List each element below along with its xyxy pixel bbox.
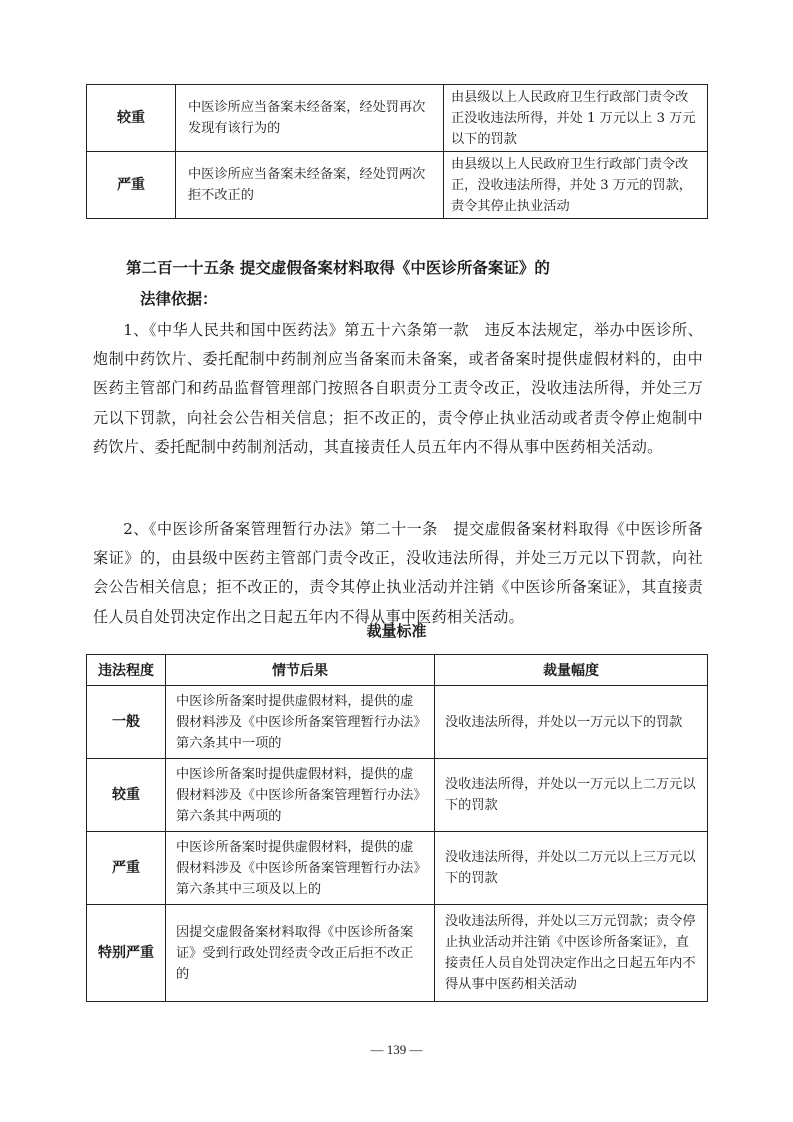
discretion-cell: 没收违法所得，并处以一万元以上二万元以下的罚款: [435, 759, 708, 832]
circumstance-cell: 因提交虚假备案材料取得《中医诊所备案证》受到行政处罚经责令改正后拒不改正的: [166, 905, 435, 1002]
violation-level: 特别严重: [87, 905, 166, 1002]
page-number: — 139 —: [370, 1042, 423, 1057]
table-row: [87, 759, 708, 832]
violation-level: 较重: [87, 759, 166, 832]
table-row: [87, 905, 708, 1002]
circumstance-cell: 中医诊所备案时提供虚假材料，提供的虚假材料涉及《中医诊所备案管理暂行办法》第六条其中两项的: [166, 759, 435, 832]
circumstance-cell: 中医诊所应当备案未经备案，经处罚再次发现有该行为的: [176, 85, 444, 152]
table-row: [87, 85, 708, 152]
violation-level: 较重: [87, 85, 176, 152]
circumstance-cell: 中医诊所备案时提供虚假材料，提供的虚假材料涉及《中医诊所备案管理暂行办法》第六条其中一项的: [166, 686, 435, 759]
circumstance-cell: 中医诊所备案时提供虚假材料，提供的虚假材料涉及《中医诊所备案管理暂行办法》第六条其中三项及以上的: [166, 832, 435, 905]
article-title: 第二百一十五条 提交虚假备案材料取得《中医诊所备案证》的: [126, 259, 550, 277]
discretion-cell: 没收违法所得，并处以三万元罚款；责令停止执业活动并注销《中医诊所备案证》，直接责任人员自处罚决定作出之日起五年内不得从事中医药相关活动: [435, 905, 708, 1002]
table-row: [87, 686, 708, 759]
violation-level: 一般: [87, 686, 166, 759]
standard-title: 裁量标准: [366, 622, 427, 640]
table-row: [87, 832, 708, 905]
discretion-cell: 由县级以上人民政府卫生行政部门责令改正，没收违法所得，并处 3 万元的罚款，责令其停止执业活动: [444, 152, 708, 219]
violation-level: 严重: [87, 152, 176, 219]
legal-basis-label: 法律依据：: [140, 290, 218, 308]
circumstance-cell: 中医诊所应当备案未经备案，经处罚两次拒不改正的: [176, 152, 444, 219]
table-row: [87, 152, 708, 219]
discretion-cell: 没收违法所得，并处以一万元以下的罚款: [435, 686, 708, 759]
legal-basis-paragraph: 1、《中华人民共和国中医药法》第五十六条第一款 违反本法规定，举办中医诊所、炮制中药饮片、委托配制中药制剂应当备案而未备案，或者备案时提供虚假材料的，由中医药主管部门和药品监督管理部门按照各自职责分工责令改正，没收违法所得，并处三万元以下罚款，向社会公告相关信息；拒不改正的，责令停止执业活动或者责令停止炮制中药饮片、委托配制中药制剂活动，其直接责任人员五年内不得从事中医药相关活动。: [93, 321, 703, 456]
table-header-row: [87, 655, 708, 686]
column-header: 情节后果: [166, 655, 435, 686]
discretion-standard-table: [86, 654, 708, 1002]
discretion-cell: 由县级以上人民政府卫生行政部门责令改正没收违法所得，并处 1 万元以上 3 万元以下的罚款: [444, 85, 708, 152]
violation-level: 严重: [87, 832, 166, 905]
column-header: 违法程度: [87, 655, 166, 686]
legal-basis-paragraph: 2、《中医诊所备案管理暂行办法》第二十一条 提交虚假备案材料取得《中医诊所备案证》的，由县级中医药主管部门责令改正，没收违法所得，并处三万元以下罚款，向社会公告相关信息；拒不改正的，责令其停止执业活动并注销《中医诊所备案证》，其直接责任人员自处罚决定作出之日起五年内不得从事中医药相关活动。: [93, 520, 703, 626]
discretion-cell: 没收违法所得，并处以二万元以上三万元以下的罚款: [435, 832, 708, 905]
continued-discretion-table: [86, 84, 708, 219]
column-header: 裁量幅度: [435, 655, 708, 686]
